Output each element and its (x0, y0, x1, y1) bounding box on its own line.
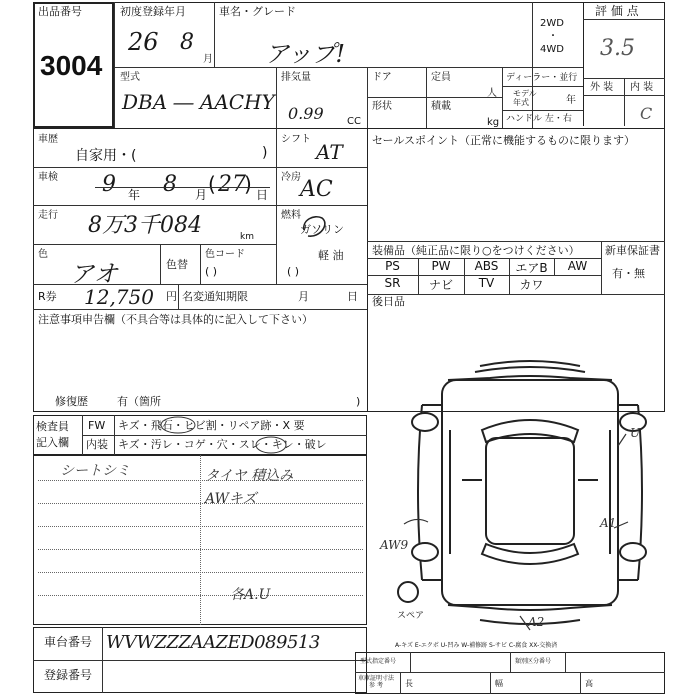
inspection-month: 8 (163, 172, 177, 197)
inspector-label-2: 記入欄 (36, 436, 69, 449)
repair-label: 修復歴 (55, 395, 88, 408)
recycle-value: 12,750 (84, 285, 154, 309)
fuel-paren: ( ) (287, 265, 300, 278)
fw-label: FW (88, 419, 106, 432)
ac-value: AC (300, 177, 333, 202)
day-paren-close: ) (244, 172, 252, 196)
equipment-label: 装備品（純正品に限り○をつけください） (372, 244, 580, 257)
name-change-month: 月 (298, 290, 309, 303)
equip-navi: ナビ (428, 278, 453, 292)
post-install-label: 後日品 (372, 295, 405, 308)
equip-leather: カワ (519, 278, 544, 292)
shift-value: AT (316, 140, 343, 164)
first-reg-month: 8 (180, 30, 194, 55)
color-label: 色 (38, 249, 48, 260)
model-label: 車名・グレード (219, 5, 296, 18)
mileage-unit: km (240, 232, 254, 242)
fw-items: キズ・飛石・ヒビ割・リペア跡・X 要 (118, 419, 305, 432)
door-label: ドア (372, 72, 392, 83)
dealer-label: ディーラー・並行 (506, 73, 578, 83)
mark-front: U (630, 426, 641, 440)
wd-dot: ・ (548, 31, 558, 42)
int-items-label: 内装 (86, 438, 108, 451)
wd-4: 4WD (540, 44, 564, 55)
int-value: C (640, 104, 653, 123)
history-close: ) (262, 145, 268, 161)
inspection-day-unit: 日 (256, 188, 269, 202)
disp-value: 0.99 (288, 104, 324, 123)
height-label: 高 (585, 679, 593, 688)
width-label: 幅 (495, 679, 503, 688)
color-paren: ( ) (205, 265, 218, 278)
model-year-label: モデル 年式 (513, 89, 537, 107)
shape-label: 形状 (372, 101, 392, 112)
sales-point-label: セールスポイント（正常に機能するものに限ります） (372, 134, 636, 147)
inspection-month-unit: 月 (195, 188, 208, 202)
load-label: 積載 (431, 101, 451, 112)
mark-a2: A2 (528, 615, 545, 629)
inspection-day: 27 (218, 172, 246, 197)
ext-label: 外 装 (590, 82, 614, 93)
lot-number: 3004 (40, 50, 103, 81)
ac-label: 冷房 (281, 172, 301, 183)
wd-2: 2WD (540, 18, 564, 29)
score-label: 評 価 点 (595, 4, 639, 18)
damage-legend: A-キズ E-エクボ U-凹み W-補修跡 S-サビ C-腐食 XX-交換済 (395, 642, 558, 649)
note-seat: シートシミ (60, 463, 130, 479)
fuel-diesel: 軽 油 (318, 249, 344, 262)
repair-value: 有（箇所 (117, 395, 161, 408)
int-items: キズ・汚レ・コゲ・穴・スレ・キレ・破レ (118, 438, 327, 451)
type-label: 型式 (120, 72, 140, 83)
fw-circle-mark (158, 415, 198, 435)
capacity-unit: 人 (487, 88, 497, 99)
spare-label: スペア (397, 611, 425, 621)
mark-aw: AW9 (380, 538, 409, 552)
mileage-value: 8万3千084 (88, 213, 202, 238)
recycle-yen: 円 (166, 290, 177, 303)
color-value: アオ (70, 260, 118, 288)
note-bottom: 各A.U (230, 587, 271, 603)
repair-close: ) (356, 395, 361, 408)
history-value: 自家用・( (75, 148, 137, 164)
int-circle-mark (254, 435, 288, 455)
note-tire: タイヤ 積込み (205, 468, 294, 484)
inspection-strike (95, 187, 270, 188)
recycle-label: R券 (38, 290, 57, 303)
equip-pw: PW (431, 259, 451, 273)
capacity-label: 定員 (431, 72, 451, 83)
first-reg-label: 初度登録年月 (120, 5, 186, 18)
load-unit: kg (487, 117, 500, 128)
equip-tv: TV (478, 276, 495, 290)
vin-value: WVWZZZAAZED089513 (106, 632, 320, 653)
warranty-label: 新車保証書 (605, 244, 660, 257)
equip-ps: PS (385, 259, 400, 273)
inspection-label: 車検 (38, 172, 58, 183)
first-reg-year: 26 (128, 28, 159, 56)
fuel-circle-mark (298, 212, 332, 242)
vin-label: 車台番号 (44, 635, 93, 649)
class-label: 類別区分番号 (515, 658, 552, 665)
equip-airbag: エアB (515, 261, 548, 275)
warranty-value: 有・無 (612, 267, 645, 280)
type-cert-label: 型式指定番号 (360, 658, 397, 665)
equip-sr: SR (384, 276, 401, 290)
name-change-day: 日 (347, 290, 358, 303)
fuel-gas: ガソリン (300, 223, 344, 236)
equip-aw: AW (567, 259, 588, 273)
history-label: 車歴 (38, 134, 58, 145)
lot-label: 出品番号 (38, 5, 82, 18)
fuel-label: 燃料 (281, 210, 301, 221)
int-label: 内 装 (630, 82, 654, 93)
score-value: 3.5 (600, 36, 635, 61)
color-change-label: 色替 (166, 258, 188, 271)
inspection-year: 9 (102, 172, 116, 197)
first-reg-month-unit: 月 (203, 54, 213, 65)
length-label: 長 (405, 679, 413, 688)
disp-unit: CC (347, 116, 361, 127)
day-paren-open: ( (208, 172, 216, 196)
handle-label: ハンドル 左・右 (506, 114, 572, 124)
type-value: DBA ― AACHY (122, 90, 275, 114)
reg-label: 登録番号 (44, 668, 93, 682)
name-change-label: 名変通知期限 (182, 290, 248, 303)
car-diagram (370, 330, 665, 635)
mileage-label: 走行 (38, 210, 58, 221)
notes-label: 注意事項申告欄（不具合等は具体的に記入して下さい） (38, 313, 313, 326)
year-unit: 年 (566, 95, 576, 106)
inspector-label-1: 検査員 (36, 420, 69, 433)
disp-label: 排気量 (281, 72, 311, 83)
mark-a1: A1 (600, 516, 617, 530)
color-code-label: 色コード (205, 249, 245, 260)
shift-label: シフト (281, 134, 311, 145)
equip-abs: ABS (474, 259, 499, 273)
inspection-year-unit: 年 (128, 188, 141, 202)
note-aw: AWキズ (205, 491, 257, 507)
dim-label: 車庫証明寸法 参 考 (358, 675, 395, 689)
model-value: アップ! (265, 40, 345, 68)
